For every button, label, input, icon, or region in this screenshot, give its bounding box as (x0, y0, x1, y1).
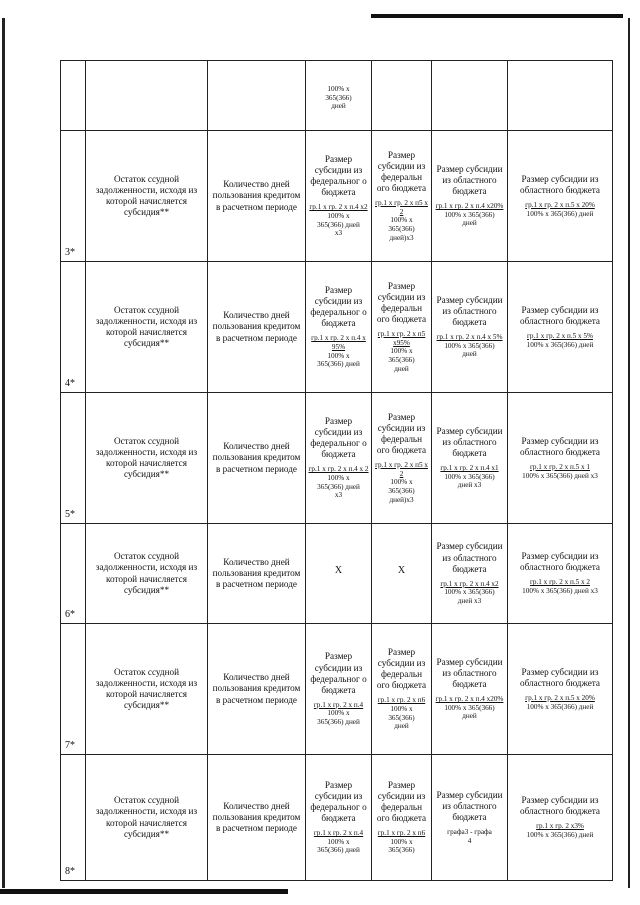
row-number: 5* (61, 393, 86, 524)
cell-formula (374, 330, 429, 373)
cell-content (510, 174, 610, 218)
formula-line: дней (462, 350, 477, 359)
formula-line: дней)х3 (389, 495, 414, 504)
cell-fed1 (306, 262, 372, 393)
formula-numerator: гр.1 х гр. 2 х п.5 х 20% (525, 693, 595, 702)
formula-numerator: гр.1 х гр. 2 х п.5 х 2 (529, 578, 591, 587)
cell-fed1 (306, 624, 372, 755)
formula-line: 365(366) (388, 224, 415, 233)
cell-fed2 (372, 61, 432, 131)
cell-content (510, 551, 610, 595)
cell-loan-balance: Остаток ссудной задолженности, исходя из которой начисляется субсидия** (86, 524, 208, 624)
formula-numerator: гр.1 х гр. 2 х п.4 (313, 700, 364, 709)
formula-numerator: гр.1 х гр. 2 х п.5 х 5% (526, 331, 594, 340)
formula-line: 365(366) (388, 486, 415, 495)
cell-reg1 (432, 131, 508, 262)
cell-reg1 (432, 624, 508, 755)
cell-formula (522, 463, 598, 480)
cell-content (308, 651, 369, 726)
cell-days-count (208, 61, 306, 131)
cell-formula (440, 580, 498, 606)
cell-reg2 (508, 524, 613, 624)
cell-reg2 (508, 61, 613, 131)
cell-formula (374, 199, 429, 242)
cell-reg2 (508, 131, 613, 262)
row-number: 4* (61, 262, 86, 393)
cell-reg1 (432, 262, 508, 393)
cell-label: Размер субсидии из областного бюджета (436, 541, 503, 574)
cell-fed2 (372, 624, 432, 755)
formula-line: 100% х (390, 216, 413, 225)
cell-loan-balance: Остаток ссудной задолженности, исходя из которой начисляется субсидия** (86, 755, 208, 881)
formula-line: графа3 - графа (447, 827, 492, 836)
cell-days-count: Количество дней пользования кредитом в расчетном периоде (208, 624, 306, 755)
cell-loan-balance: Остаток ссудной задолженности, исходя из которой начисляется субсидия** (86, 262, 208, 393)
cell-fed2 (372, 393, 432, 524)
cell-label: Размер субсидии из федеральног о бюджета (310, 779, 367, 824)
formula-line: 100% х (390, 704, 413, 713)
cell-loan-balance: Остаток ссудной задолженности, исходя из которой начисляется субсидия** (86, 624, 208, 755)
row-number: 8* (61, 755, 86, 881)
cell-label: Х (397, 565, 406, 576)
formula-line: 365(366) дней (317, 360, 360, 369)
formula-line: 100% х 365(366) дней (526, 209, 594, 218)
table-row (61, 393, 613, 524)
cell-label: Размер субсидии из областного бюджета (520, 551, 600, 573)
cell-formula (447, 828, 492, 845)
formula-line: 365(366) дней (317, 717, 360, 726)
bottom-rule (0, 889, 288, 894)
formula-line: дней)х3 (389, 233, 414, 242)
cell-fed1 (306, 755, 372, 881)
formula-line: 4 (467, 836, 472, 845)
cell-label: Размер субсидии из федеральн ого бюджета (376, 149, 427, 193)
formula-line: 365(366) (388, 713, 415, 722)
cell-content (374, 150, 429, 242)
formula-line: дней (462, 219, 477, 228)
formula-line: 100% х (327, 837, 350, 846)
cell-fed1 (306, 61, 372, 131)
formula-line: 100% х 365(366) (444, 472, 495, 481)
cell-label: Х (334, 565, 343, 576)
cell-days-count: Количество дней пользования кредитом в расчетном периоде (208, 755, 306, 881)
formula-line: 100% х 365(366) (444, 341, 495, 350)
formula-numerator: гр.1 х гр. 2 х п.5 х 20% (525, 200, 595, 209)
cell-reg1 (432, 61, 508, 131)
formula-line: 100% х (327, 211, 350, 220)
cell-label: Размер субсидии из областного бюджета (436, 656, 503, 690)
formula-numerator: гр.1 х гр. 2 х п.4 х2 (309, 203, 368, 212)
cell-content (308, 565, 369, 582)
formula-line: 365(366) дней (317, 482, 360, 491)
cell-loan-balance: Остаток ссудной задолженности, исходя из которой начисляется субсидия** (86, 131, 208, 262)
cell-content (510, 93, 610, 98)
formula-line: дней (394, 722, 409, 731)
cell-content (434, 295, 505, 359)
cell-formula (314, 701, 363, 727)
formula-line: 100% х 365(366) (444, 588, 495, 597)
cell-formula (309, 203, 367, 238)
formula-numerator: гр.1 х гр. 2 х п5 х95% (377, 329, 426, 347)
formula-numerator: гр.1 х гр. 2 х п.4 х1 (440, 464, 499, 473)
table-row (61, 131, 613, 262)
formula-numerator: гр.1 х гр. 2 х п.4 х 95% (311, 334, 366, 351)
cell-fed2 (372, 524, 432, 624)
row-number (61, 61, 86, 131)
cell-formula (436, 333, 502, 359)
formula-line: 100% х (327, 709, 350, 718)
formula-line: 100% х 365(366) дней х3 (522, 587, 598, 596)
cell-label: Размер субсидии из федеральног о бюджета (310, 651, 367, 695)
formula-line: 100% х (390, 347, 413, 356)
cell-label: Размер субсидии из областного бюджета (520, 173, 600, 195)
formula-line: дней (331, 102, 346, 111)
cell-content (510, 436, 610, 480)
formula-line: 100% х (327, 85, 350, 94)
cell-label: Размер субсидии из областного бюджета (436, 294, 503, 328)
formula-numerator: гр.1 х гр. 2 х п.4 (313, 829, 364, 838)
formula-line: 100% х (390, 478, 413, 487)
cell-days-count: Количество дней пользования кредитом в расчетном периоде (208, 524, 306, 624)
cell-content (434, 426, 505, 490)
cell-content (434, 164, 505, 228)
formula-line: дней (462, 712, 477, 721)
formula-numerator: гр.1 х гр. 2 х п.4 х20% (435, 202, 504, 211)
cell-reg1 (432, 393, 508, 524)
cell-reg2 (508, 755, 613, 881)
cell-formula (525, 694, 595, 711)
cell-fed1 (306, 524, 372, 624)
cell-label: Размер субсидии из федеральн ого бюджета (376, 411, 427, 455)
cell-days-count: Количество дней пользования кредитом в расчетном периоде (208, 262, 306, 393)
cell-reg2 (508, 262, 613, 393)
cell-content (308, 154, 369, 238)
cell-label: Размер субсидии из федеральног о бюджета (310, 154, 367, 198)
formula-line: 100% х (327, 351, 350, 360)
formula-line: 365(366) дней (317, 220, 360, 229)
cell-formula (527, 822, 594, 839)
cell-reg1 (432, 524, 508, 624)
row-number: 6* (61, 524, 86, 624)
cell-content (308, 416, 369, 500)
cell-content (434, 93, 505, 98)
row-number: 7* (61, 624, 86, 755)
cell-content (374, 412, 429, 504)
cell-content (374, 780, 429, 855)
cell-content (510, 305, 610, 349)
cell-reg2 (508, 624, 613, 755)
cell-formula (522, 578, 598, 595)
scan-edge-right (628, 18, 630, 888)
formula-numerator: гр.1 х гр. 2 х п.4 х 2 (308, 465, 369, 474)
formula-line: 365(366) дней (317, 846, 360, 855)
cell-formula (378, 829, 425, 855)
cell-content (510, 667, 610, 711)
cell-content (308, 80, 369, 111)
cell-fed2 (372, 262, 432, 393)
cell-formula (525, 201, 595, 218)
formula-numerator: гр.1 х гр. 2 х п.4 х 5% (436, 333, 503, 342)
formula-numerator: гр.1 х гр. 2 х п6 (377, 829, 426, 838)
table-row (61, 262, 613, 393)
cell-fed2 (372, 131, 432, 262)
cell-days-count: Количество дней пользования кредитом в расчетном периоде (208, 131, 306, 262)
formula-line: 365(366) (388, 846, 415, 855)
formula-line: 100% х 365(366) дней (526, 702, 594, 711)
cell-reg1 (432, 755, 508, 881)
formula-line: 365(366) (388, 355, 415, 364)
cell-label: Размер субсидии из федеральног о бюджета (310, 285, 367, 329)
formula-line: 100% х 365(366) (444, 210, 495, 219)
cell-loan-balance (86, 61, 208, 131)
cell-days-count: Количество дней пользования кредитом в расчетном периоде (208, 393, 306, 524)
table-row (61, 624, 613, 755)
row-number: 3* (61, 131, 86, 262)
cell-content (434, 541, 505, 605)
formula-numerator: гр.1 х гр. 2 х3% (536, 822, 584, 831)
cell-content (434, 657, 505, 721)
cell-formula (325, 85, 351, 111)
formula-line: 100% х 365(366) дней х3 (522, 471, 598, 480)
cell-label: Размер субсидии из федеральног о бюджета (310, 416, 367, 460)
formula-line: 100% х (327, 473, 350, 482)
subsidy-calculation-table (60, 60, 613, 881)
cell-label: Размер субсидии из областного бюджета (520, 795, 600, 817)
cell-content (374, 93, 429, 98)
formula-numerator: гр.1 х гр. 2 х п.4 х20% (435, 695, 504, 704)
cell-label: Размер субсидии из областного бюджета (436, 789, 503, 822)
formula-numerator: гр.1 х гр. 2 х п5 х 2 (375, 460, 428, 478)
cell-content (374, 565, 429, 582)
cell-loan-balance: Остаток ссудной задолженности, исходя из которой начисляется субсидия** (86, 393, 208, 524)
cell-content (308, 780, 369, 855)
formula-line: дней х3 (457, 481, 482, 490)
cell-formula (440, 464, 498, 490)
formula-line: 100% х (390, 837, 413, 846)
top-rule (371, 14, 623, 18)
table-row (61, 61, 613, 131)
cell-fed1 (306, 393, 372, 524)
formula-line: 365(366) (325, 93, 352, 102)
cell-label: Размер субсидии из федеральн ого бюджета (376, 779, 427, 824)
cell-label: Размер субсидии из областного бюджета (520, 304, 600, 326)
cell-label: Размер субсидии из федеральн ого бюджета (376, 647, 427, 691)
cell-formula (527, 332, 594, 349)
cell-formula (436, 695, 504, 721)
cell-label: Размер субсидии из областного бюджета (520, 666, 600, 688)
cell-reg2 (508, 393, 613, 524)
formula-numerator: гр.1 х гр. 2 х п5 х 2 (375, 198, 428, 216)
cell-formula (308, 465, 368, 500)
formula-line: х3 (334, 491, 343, 500)
formula-numerator: гр.1 х гр. 2 х п6 (377, 696, 426, 705)
cell-formula (308, 334, 369, 369)
cell-formula (314, 829, 363, 855)
cell-formula (378, 696, 425, 731)
formula-line: 100% х 365(366) дней (526, 340, 594, 349)
cell-fed1 (306, 131, 372, 262)
formula-numerator: гр.1 х гр. 2 х п.4 х2 (440, 579, 499, 588)
formula-line: х3 (334, 229, 343, 238)
formula-line: 100% х 365(366) (444, 703, 495, 712)
formula-numerator: гр.1 х гр. 2 х п.5 х 1 (529, 462, 591, 471)
cell-fed2 (372, 755, 432, 881)
formula-line: дней х3 (457, 596, 482, 605)
cell-content (374, 647, 429, 731)
cell-label: Размер субсидии из областного бюджета (436, 425, 503, 459)
formula-line: 100% х 365(366) дней (526, 831, 594, 840)
table-row (61, 755, 613, 881)
table-row (61, 524, 613, 624)
cell-content (510, 795, 610, 839)
cell-content (374, 281, 429, 373)
cell-label: Размер субсидии из областного бюджета (520, 435, 600, 457)
cell-content (434, 790, 505, 845)
cell-label: Размер субсидии из областного бюджета (436, 163, 503, 197)
formula-line: дней (394, 364, 409, 373)
cell-content (308, 285, 369, 369)
cell-label: Размер субсидии из федеральн ого бюджета (376, 280, 427, 324)
scan-edge-left (2, 18, 5, 888)
cell-formula (436, 202, 504, 228)
cell-formula (374, 461, 429, 504)
